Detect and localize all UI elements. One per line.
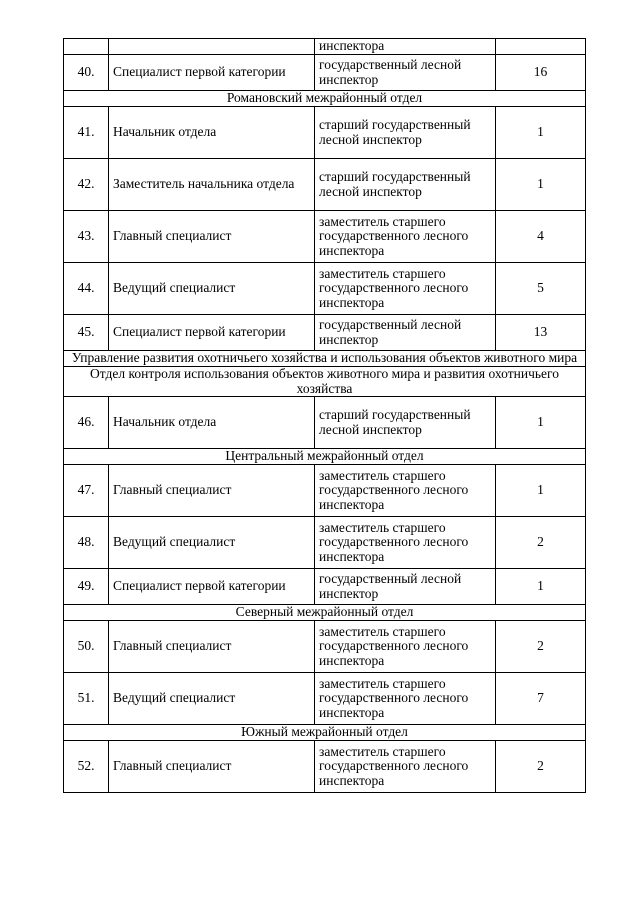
table-row [64, 315, 586, 351]
table-row [64, 397, 586, 449]
table-row [64, 741, 586, 793]
position-title: Главный специалист [109, 741, 315, 793]
row-number: 52. [64, 741, 109, 793]
staff-count: 2 [496, 621, 586, 673]
position-title: Начальник отдела [109, 107, 315, 159]
section-title: Южный межрайонный отдел [64, 725, 586, 741]
row-number: 51. [64, 673, 109, 725]
row-number: 43. [64, 211, 109, 263]
row-number: 46. [64, 397, 109, 449]
row-number: 48. [64, 517, 109, 569]
section-header-row [64, 351, 586, 367]
inspector-rank: заместитель старшего государственного лесного инспектора [315, 465, 496, 517]
section-title: Управление развития охотничьего хозяйства и использования объектов животного мира [64, 351, 586, 367]
row-number: 42. [64, 159, 109, 211]
staff-count [496, 39, 586, 55]
table-row [64, 263, 586, 315]
section-header-row [64, 449, 586, 465]
position-title: Ведущий специалист [109, 263, 315, 315]
section-title: Отдел контроля использования объектов животного мира и развития охотничьего хозяйства [64, 367, 586, 397]
position-title: Специалист первой категории [109, 315, 315, 351]
table-row [64, 517, 586, 569]
inspector-rank: заместитель старшего государственного лесного инспектора [315, 517, 496, 569]
row-number: 41. [64, 107, 109, 159]
row-number: 44. [64, 263, 109, 315]
row-number: 50. [64, 621, 109, 673]
row-number: 45. [64, 315, 109, 351]
staff-count: 13 [496, 315, 586, 351]
section-header-row [64, 91, 586, 107]
staff-table [63, 38, 586, 793]
staff-count: 1 [496, 397, 586, 449]
table-row [64, 673, 586, 725]
staff-count: 16 [496, 55, 586, 91]
inspector-rank: государственный лесной инспектор [315, 569, 496, 605]
position-title: Главный специалист [109, 621, 315, 673]
row-number: 49. [64, 569, 109, 605]
inspector-rank: старший государственный лесной инспектор [315, 397, 496, 449]
section-title: Романовский межрайонный отдел [64, 91, 586, 107]
position-title: Ведущий специалист [109, 673, 315, 725]
section-header-row [64, 605, 586, 621]
position-title: Начальник отдела [109, 397, 315, 449]
table-row [64, 39, 586, 55]
section-title: Северный межрайонный отдел [64, 605, 586, 621]
staff-count: 1 [496, 107, 586, 159]
section-header-row [64, 367, 586, 397]
position-title: Ведущий специалист [109, 517, 315, 569]
inspector-rank: государственный лесной инспектор [315, 315, 496, 351]
inspector-rank: заместитель старшего государственного лесного инспектора [315, 263, 496, 315]
position-title: Заместитель начальника отдела [109, 159, 315, 211]
table-row [64, 569, 586, 605]
position-title: Главный специалист [109, 465, 315, 517]
staff-count: 4 [496, 211, 586, 263]
inspector-rank: старший государственный лесной инспектор [315, 159, 496, 211]
staff-count: 2 [496, 741, 586, 793]
inspector-rank: заместитель старшего государственного лесного инспектора [315, 211, 496, 263]
table-row [64, 211, 586, 263]
document-page [63, 38, 586, 793]
staff-table-body [64, 39, 586, 793]
staff-count: 1 [496, 465, 586, 517]
staff-count: 7 [496, 673, 586, 725]
table-row [64, 465, 586, 517]
staff-count: 1 [496, 569, 586, 605]
staff-count: 2 [496, 517, 586, 569]
row-number: 40. [64, 55, 109, 91]
inspector-rank: инспектора [315, 39, 496, 55]
table-row [64, 55, 586, 91]
row-number: 47. [64, 465, 109, 517]
table-row [64, 107, 586, 159]
position-title: Главный специалист [109, 211, 315, 263]
table-row [64, 159, 586, 211]
position-title: Специалист первой категории [109, 569, 315, 605]
position-title [109, 39, 315, 55]
position-title: Специалист первой категории [109, 55, 315, 91]
staff-count: 1 [496, 159, 586, 211]
inspector-rank: старший государственный лесной инспектор [315, 107, 496, 159]
inspector-rank: заместитель старшего государственного лесного инспектора [315, 741, 496, 793]
section-header-row [64, 725, 586, 741]
staff-count: 5 [496, 263, 586, 315]
table-row [64, 621, 586, 673]
inspector-rank: государственный лесной инспектор [315, 55, 496, 91]
row-number [64, 39, 109, 55]
section-title: Центральный межрайонный отдел [64, 449, 586, 465]
inspector-rank: заместитель старшего государственного лесного инспектора [315, 621, 496, 673]
inspector-rank: заместитель старшего государственного лесного инспектора [315, 673, 496, 725]
